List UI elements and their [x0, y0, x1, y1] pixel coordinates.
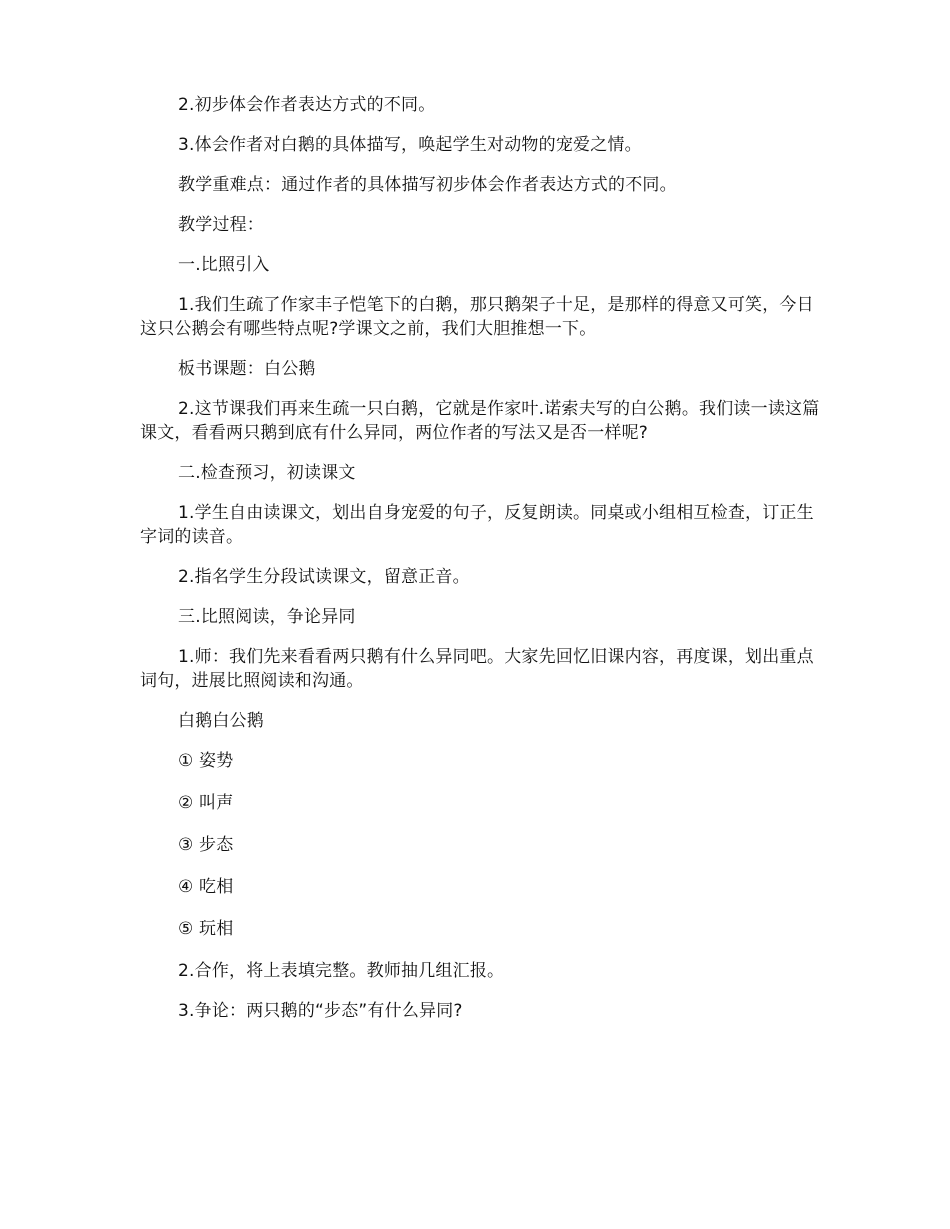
comparison-row-1: ① 姿势	[178, 751, 234, 771]
section-3-item-1: 1.师：我们先来看看两只鹅有什么异同吧。大家先回忆旧课内容，再度课，划出重点词句，进展比照阅读和沟通。	[140, 647, 814, 691]
comparison-header: 白鹅白公鹅	[178, 711, 264, 731]
objective-3: 3.体会作者对白鹅的具体描写，唤起学生对动物的宠爱之情。	[178, 135, 642, 155]
comparison-row-5: ⑤ 玩相	[178, 919, 234, 939]
comparison-row-4: ④ 吃相	[178, 877, 234, 897]
board-title: 板书课题：白公鹅	[178, 359, 316, 379]
section-1-item-2: 2.这节课我们再来生疏一只白鹅，它就是作家叶.诺索夫写的白公鹅。我们读一读这篇课文，看看两只鹅到底有什么异同，两位作者的写法又是否一样呢?	[140, 399, 820, 443]
section-1-heading: 一.比照引入	[178, 255, 270, 275]
document-body	[140, 93, 820, 1039]
section-3-heading: 三.比照阅读，争论异同	[178, 607, 356, 627]
section-2-item-2: 2.指名学生分段试读课文，留意正音。	[178, 567, 470, 587]
teaching-key-points: 教学重难点：通过作者的具体描写初步体会作者表达方式的不同。	[178, 175, 677, 195]
comparison-row-2: ② 叫声	[178, 793, 234, 813]
objective-2: 2.初步体会作者表达方式的不同。	[178, 95, 436, 115]
section-3-item-2: 2.合作，将上表填完整。教师抽几组汇报。	[178, 961, 505, 981]
section-1-item-1: 1.我们生疏了作家丰子恺笔下的白鹅，那只鹅架子十足，是那样的得意又可笑，今日这只公鹅会有哪些特点呢?学课文之前，我们大胆推想一下。	[140, 295, 814, 339]
comparison-row-3: ③ 步态	[178, 835, 234, 855]
teaching-process-heading: 教学过程：	[178, 215, 264, 235]
section-2-heading: 二.检查预习，初读课文	[178, 463, 356, 483]
section-3-item-3: 3.争论：两只鹅的“步态”有什么异同?	[178, 1001, 463, 1021]
section-2-item-1: 1.学生自由读课文，划出自身宠爱的句子，反复朗读。同桌或小组相互检查，订正生字词的读音。	[140, 503, 814, 547]
